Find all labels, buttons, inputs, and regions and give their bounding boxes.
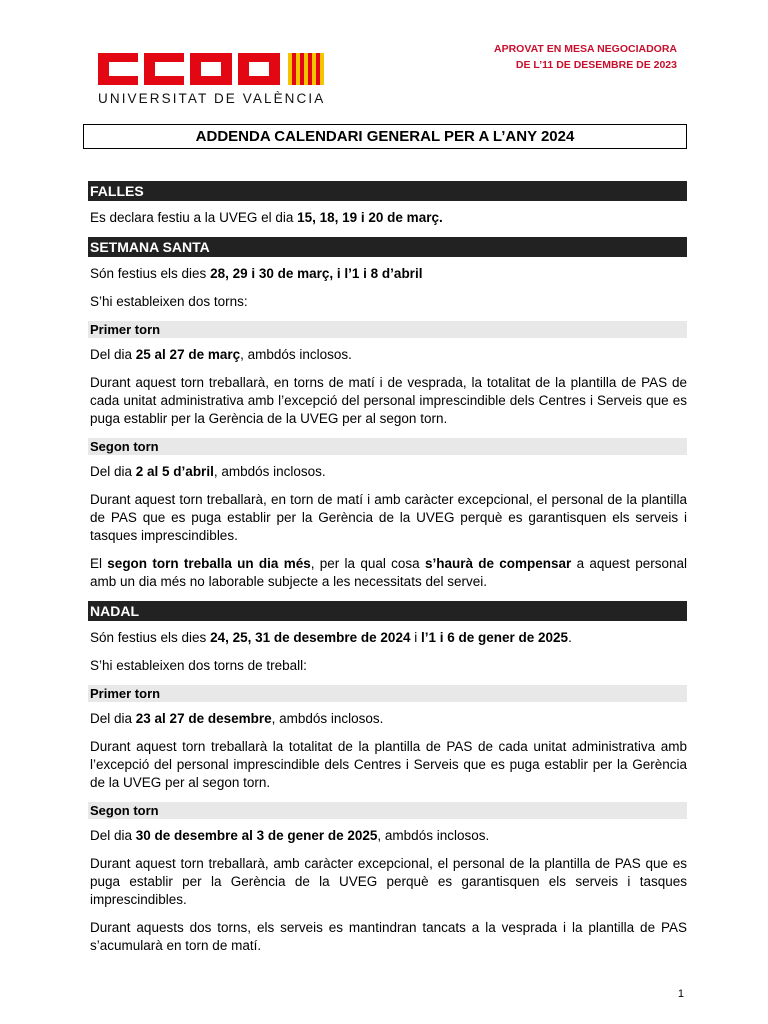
approval-line-2: DE L’11 DE DESEMBRE DE 2023 (515, 59, 677, 71)
section-heading-nadal: NADAL (88, 601, 687, 621)
nadal-intro: S’hi estableixen dos torns de treball: (90, 658, 307, 673)
nadal-torn2-dates (90, 827, 687, 845)
setmana-santa-holidays (90, 265, 687, 283)
text: a aquest personal amb un dia més no laborable subjecte a les necessitats del servei. (90, 556, 687, 589)
text: , ambdós inclosos. (377, 828, 490, 843)
nadal-holidays (90, 629, 687, 647)
bold-text: segon torn treballa un dia més (107, 556, 311, 571)
text: Del dia (90, 347, 136, 362)
text: Del dia (90, 464, 136, 479)
page-number: 1 (677, 988, 684, 1000)
section-heading-setmana-santa: SETMANA SANTA (88, 237, 687, 257)
bold-text: l’1 i 6 de gener de 2025 (420, 630, 569, 645)
ccoo-logo (98, 53, 343, 109)
subheading-segon-torn: Segon torn (88, 802, 687, 819)
text: Són festius els dies (90, 266, 211, 281)
ss-torn1-dates (90, 346, 687, 364)
ss-torn2-description: Durant aquest torn treballarà, en torn de matí i amb caràcter excepcional, el personal de la plantilla de PAS que es puga establir per la Gerència de la UVEG perquè es garantisquen els serveis i tasques imprescindibles. (90, 492, 687, 543)
document-title-text: ADDENDA CALENDARI GENERAL PER A L’ANY 2024 (195, 128, 575, 145)
ss-torn2-compensation (90, 555, 687, 591)
bold-text: 15, 18, 19 i 20 de març. (297, 210, 443, 225)
bold-text: 23 al 27 de desembre (135, 711, 272, 726)
text: Del dia (90, 711, 136, 726)
text: , ambdós inclosos. (240, 347, 352, 362)
approval-line-1: APROVAT EN MESA NEGOCIADORA (494, 43, 677, 55)
subheading-segon-torn: Segon torn (88, 438, 687, 455)
ss-torn2-dates (90, 463, 687, 481)
text: . (568, 630, 572, 645)
text: , ambdós inclosos. (271, 711, 384, 726)
subheading-primer-torn: Primer torn (88, 685, 687, 702)
nadal-torn1-dates (90, 710, 687, 728)
document-title (83, 124, 687, 149)
text: Es declara festiu a la UVEG el dia (90, 210, 298, 225)
bold-text: s’haurà de compensar (424, 556, 572, 571)
bold-text: 2 al 5 d’abril (135, 464, 214, 479)
nadal-torn2-description: Durant aquest torn treballarà, amb caràcter excepcional, el personal de la plantilla de PAS que es puga establir per la Gerència de la UVEG perquè es garantisquen els serveis i tasques imprescindibles. (90, 856, 687, 907)
text: i (410, 630, 421, 645)
text: Del dia (90, 828, 136, 843)
approval-note (494, 41, 677, 73)
document-body (90, 181, 687, 965)
section-heading-falles: FALLES (88, 181, 687, 201)
nadal-torn1-description: Durant aquest torn treballarà la totalitat de la plantilla de PAS de cada unitat administrativa amb l’excepció del personal imprescindible dels Centres i Serveis que es puga establir per la Gerència de la UVEG per al segon torn. (90, 739, 687, 790)
ss-torn1-description: Durant aquest torn treballarà, en torns de matí i de vesprada, la totalitat de la plantilla de PAS de cada unitat administrativa amb l’excepció del personal imprescindible dels Centres i Serveis que es puga establir per la Gerència de la UVEG per al segon torn. (90, 375, 687, 426)
subheading-primer-torn: Primer torn (88, 321, 687, 338)
text: Són festius els dies (90, 630, 211, 645)
text: , per la qual cosa (310, 556, 425, 571)
text: El (90, 556, 108, 571)
text: , ambdós inclosos. (213, 464, 326, 479)
nadal-torn2-closing: Durant aquests dos torns, els serveis es mantindran tancats a la vesprada i la plantilla de PAS s’acumularà en torn de matí. (90, 920, 687, 953)
setmana-santa-intro: S’hi estableixen dos torns: (90, 294, 248, 309)
bold-text: 25 al 27 de març (135, 347, 241, 362)
ccoo-logo-mark (98, 53, 343, 89)
bold-text: 30 de desembre al 3 de gener de 2025 (135, 828, 378, 843)
bold-text: 28, 29 i 30 de març, i l’1 i 8 d’abril (210, 266, 423, 281)
logo-subtitle: UNIVERSITAT DE VALÈNCIA (98, 91, 326, 106)
bold-text: 24, 25, 31 de desembre de 2024 (210, 630, 411, 645)
falles-paragraph (90, 209, 687, 227)
